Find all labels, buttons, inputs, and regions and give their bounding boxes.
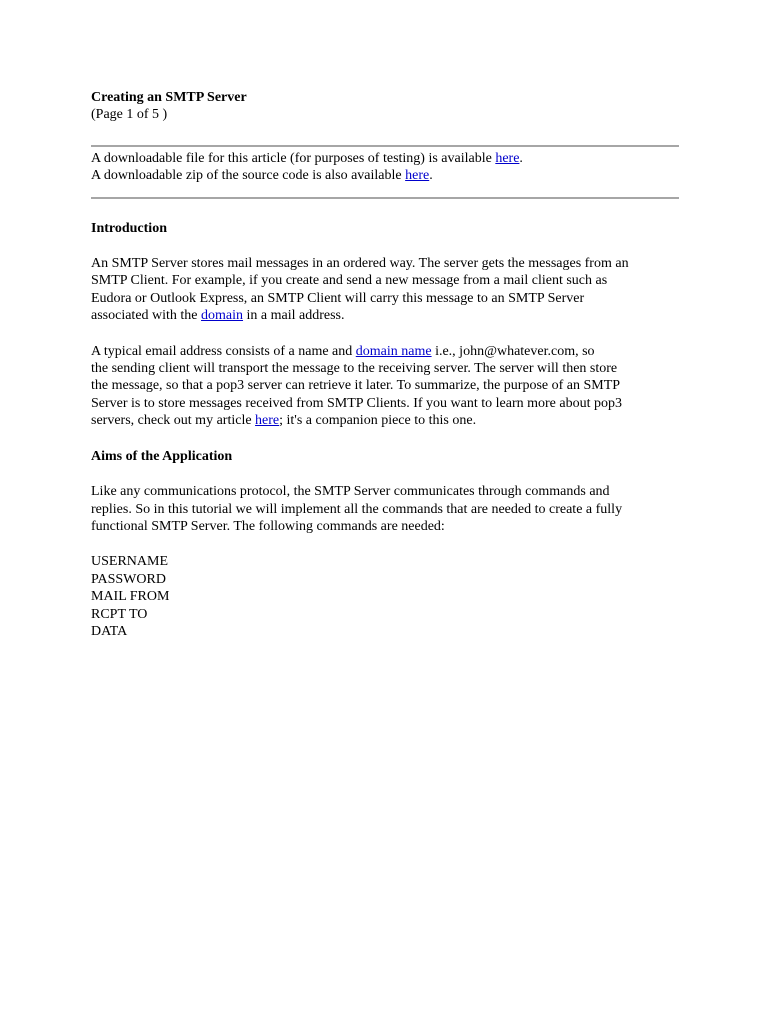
- command-item: DATA: [91, 623, 128, 639]
- text-line: Like any communications protocol, the SMTP Server communicates through commands and: [91, 484, 610, 500]
- text-segment: associated with the: [91, 308, 202, 324]
- command-list: [91, 553, 681, 640]
- introduction-paragraph-2: [91, 343, 681, 430]
- text-segment: A typical email address consists of a name and: [91, 343, 356, 359]
- introduction-heading: Introduction: [91, 220, 167, 236]
- text-segment: i.e., john@whatever.com, so: [431, 343, 595, 359]
- text-line: functional SMTP Server. The following commands are needed:: [91, 518, 445, 534]
- pop3-article-link[interactable]: here: [255, 413, 280, 429]
- text-line: Server is to store messages received from SMTP Clients. If you want to learn more about pop3: [91, 395, 622, 411]
- introduction-paragraph-1: [91, 255, 681, 325]
- text-segment: ; it's a companion piece to this one.: [279, 413, 477, 429]
- text-line: An SMTP Server stores mail messages in an ordered way. The server gets the messages from an: [91, 256, 629, 272]
- article-title: Creating an SMTP Server: [91, 90, 247, 105]
- text-segment: in a mail address.: [243, 308, 345, 324]
- text-line: SMTP Client. For example, if you create and send a new message from a mail client such as: [91, 273, 608, 289]
- command-item: USERNAME: [91, 554, 169, 570]
- page-indicator: (Page 1 of 5 ): [91, 107, 168, 123]
- command-item: PASSWORD: [91, 571, 166, 587]
- document-page: [91, 89, 681, 640]
- text-line: the message, so that a pop3 server can retrieve it later. To summarize, the purpose of an SMTP: [91, 378, 621, 394]
- download-zip-line: [91, 167, 681, 184]
- aims-paragraph: [91, 483, 681, 535]
- download-file-end: .: [519, 150, 523, 166]
- download-file-line: [91, 150, 681, 167]
- text-line: replies. So in this tutorial we will implement all the commands that are needed to create a fully: [91, 501, 623, 517]
- text-line: [91, 307, 681, 324]
- text-line: the sending client will transport the message to the receiving server. The server will then store: [91, 361, 618, 377]
- text-line: [91, 343, 681, 360]
- spacer: [91, 124, 681, 145]
- text-line: Eudora or Outlook Express, an SMTP Client will carry this message to an SMTP Server: [91, 290, 585, 306]
- aims-heading: Aims of the Application: [91, 448, 233, 464]
- text-line: [91, 412, 681, 429]
- command-item: RCPT TO: [91, 606, 148, 622]
- download-zip-text: A downloadable zip of the source code is also available: [91, 168, 406, 184]
- download-file-text: A downloadable file for this article (for purposes of testing) is available: [91, 150, 496, 166]
- domain-link[interactable]: domain: [201, 308, 244, 324]
- download-zip-end: .: [429, 168, 433, 184]
- domain-name-link[interactable]: domain name: [355, 343, 432, 359]
- download-zip-link[interactable]: here: [405, 168, 430, 184]
- download-file-link[interactable]: here: [495, 150, 520, 166]
- command-item: MAIL FROM: [91, 589, 170, 605]
- text-segment: servers, check out my article: [91, 413, 256, 429]
